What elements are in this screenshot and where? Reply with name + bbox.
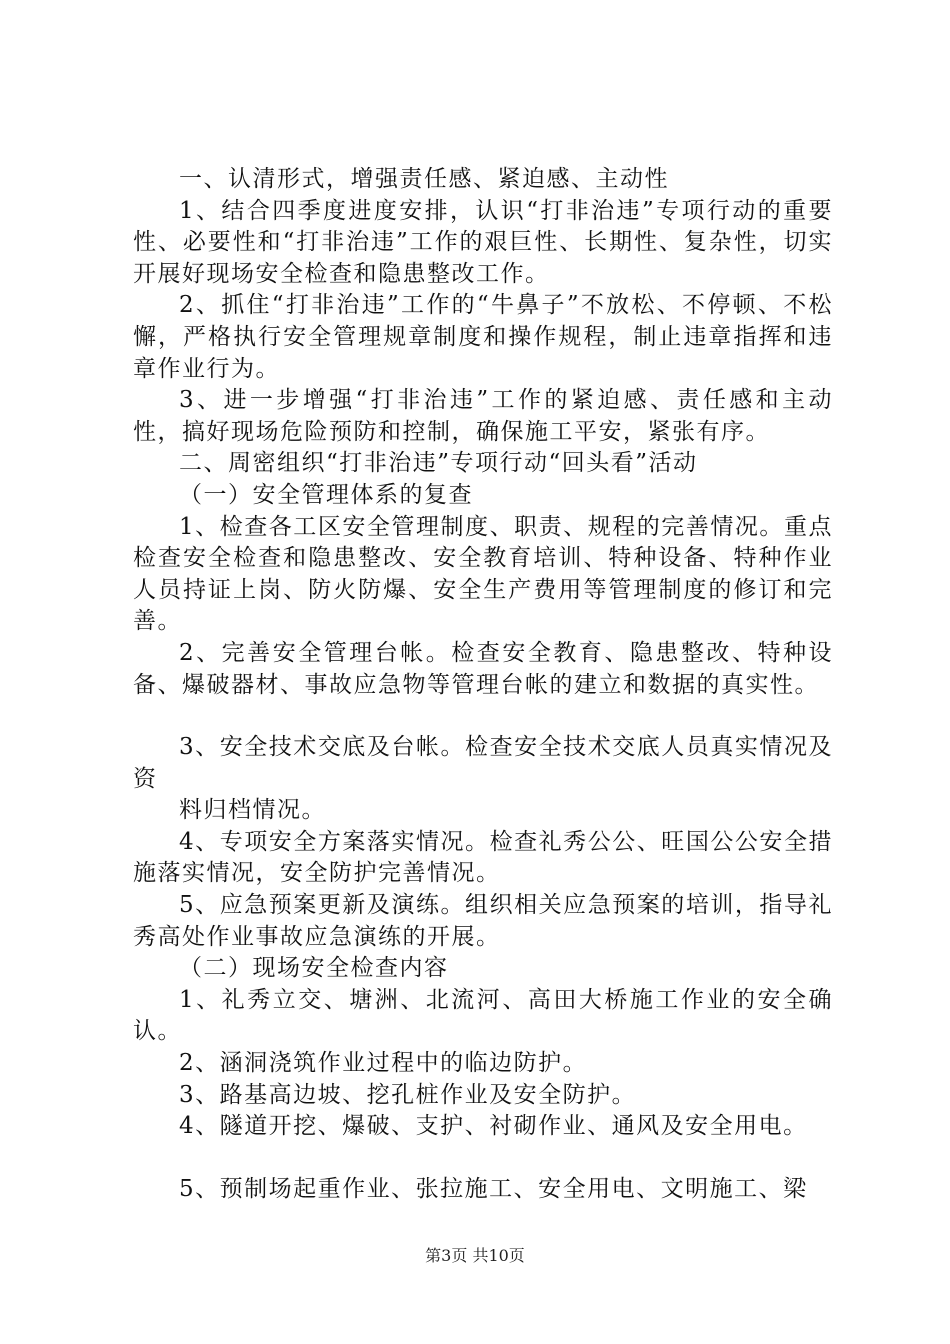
paragraph: 4、专项安全方案落实情况。检查礼秀公公、旺国公公安全措施落实情况，安全防护完善情况。 bbox=[133, 828, 833, 887]
paragraph: 2、完善安全管理台帐。检查安全教育、隐患整改、特种设备、爆破器材、事故应急物等管理台帐的建立和数据的真实性。 bbox=[133, 639, 833, 698]
subsection-heading-2: （二）现场安全检查内容 bbox=[179, 955, 449, 982]
document-body bbox=[133, 164, 833, 1205]
paragraph: 3、进一步增强“打非治违”工作的紧迫感、责任感和主动性，搞好现场危险预防和控制，确保施工平安，紧张有序。 bbox=[133, 387, 833, 445]
subsection-heading-1: （一）安全管理体系的复查 bbox=[179, 481, 473, 508]
paragraph: 4、隧道开挖、爆破、支护、衬砌作业、通风及安全用电。 bbox=[179, 1113, 808, 1140]
section-heading-1: 一、认清形式，增强责任感、紧迫感、主动性 bbox=[179, 166, 669, 192]
paragraph: 1、礼秀立交、塘洲、北流河、高田大桥施工作业的安全确认。 bbox=[133, 986, 833, 1045]
paragraph: 料归档情况。 bbox=[179, 797, 326, 824]
paragraph: 1、结合四季度进度安排，认识“打非治违”专项行动的重要性、必要性和“打非治违”工作的艰巨性、长期性、复杂性，切实开展好现场安全检查和隐患整改工作。 bbox=[133, 197, 833, 287]
page-number-footer: 第3页 共10页 bbox=[425, 1246, 525, 1265]
paragraph: 2、涵洞浇筑作业过程中的临边防护。 bbox=[179, 1050, 588, 1077]
paragraph: 3、路基高边坡、挖孔桩作业及安全防护。 bbox=[179, 1081, 637, 1108]
paragraph: 2、抓住“打非治违”工作的“牛鼻子”不放松、不停顿、不松懈，严格执行安全管理规章制度和操作规程，制止违章指挥和违章作业行为。 bbox=[133, 292, 833, 382]
paragraph: 5、应急预案更新及演练。组织相关应急预案的培训，指导礼秀高处作业事故应急演练的开展。 bbox=[133, 892, 833, 950]
section-heading-2: 二、周密组织“打非治违”专项行动“回头看”活动 bbox=[179, 450, 698, 477]
paragraph: 5、预制场起重作业、张拉施工、安全用电、文明施工、梁 bbox=[179, 1175, 808, 1202]
paragraph: 3、安全技术交底及台帐。检查安全技术交底人员真实情况及资 bbox=[133, 734, 833, 792]
paragraph: 1、检查各工区安全管理制度、职责、规程的完善情况。重点检查安全检查和隐患整改、安全教育培训、特种设备、特种作业人员持证上岗、防火防爆、安全生产费用等管理制度的修订和完善。 bbox=[133, 513, 833, 635]
